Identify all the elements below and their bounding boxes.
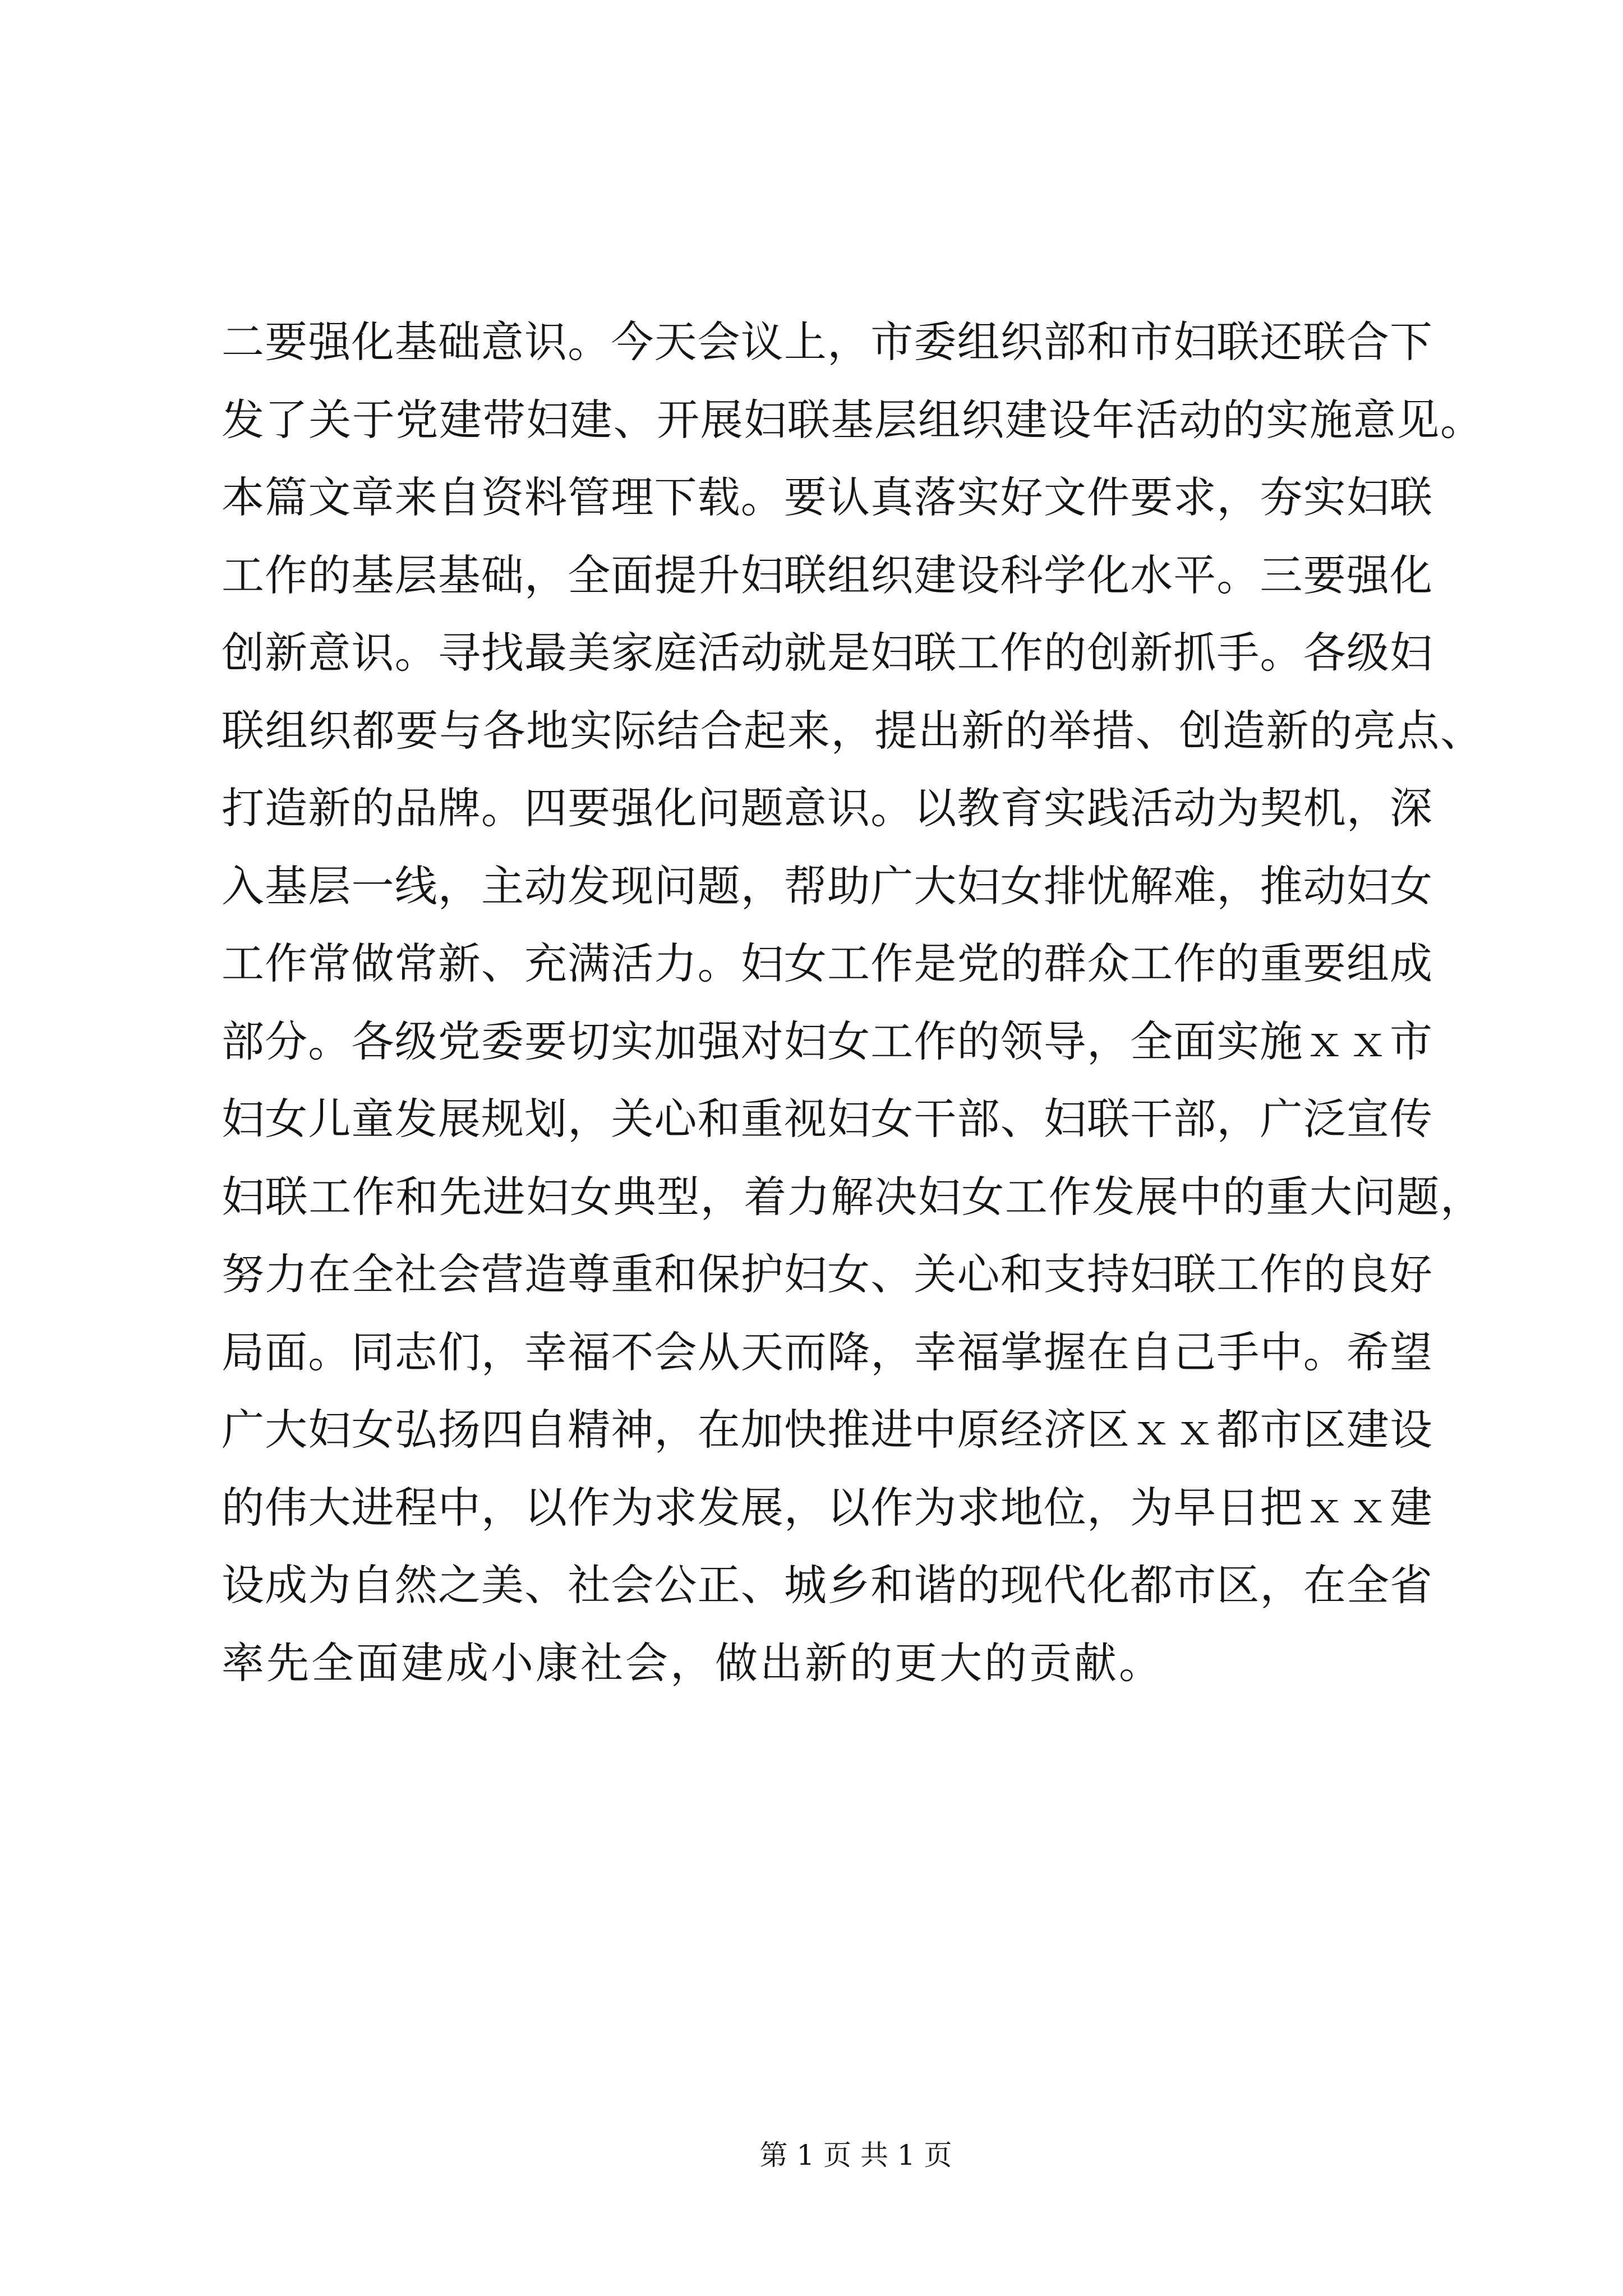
- body-text: [222, 303, 1489, 1702]
- body-line: 入基层一线，主动发现问题，帮助广大妇女排忧解难，推动妇女: [222, 861, 1433, 911]
- body-line: 发了关于党建带妇建、开展妇联基层组织建设年活动的实施意见。: [222, 394, 1483, 445]
- body-line: 工作常做常新、充满活力。妇女工作是党的群众工作的重要组成: [222, 938, 1433, 988]
- page-footer: 第 1 页 共 1 页: [759, 2139, 952, 2171]
- body-line: 率先全面建成小康社会，做出新的更大的贡献。: [222, 1637, 1164, 1688]
- body-line: 设成为自然之美、社会公正、城乡和谐的现代化都市区，在全省: [222, 1560, 1433, 1610]
- body-line: 部分。各级党委要切实加强对妇女工作的领导，全面实施ｘｘ市: [222, 1016, 1433, 1066]
- body-line: 局面。同志们，幸福不会从天而降，幸福掌握在自己手中。希望: [222, 1327, 1433, 1377]
- body-line: 打造新的品牌。四要强化问题意识。以教育实践活动为契机，深: [222, 783, 1433, 833]
- body-line: 二要强化基础意识。今天会议上，市委组织部和市妇联还联合下: [222, 317, 1433, 367]
- body-line: 工作的基层基础，全面提升妇联组织建设科学化水平。三要强化: [222, 550, 1433, 600]
- body-line: 努力在全社会营造尊重和保护妇女、关心和支持妇联工作的良好: [222, 1249, 1433, 1299]
- body-line: 本篇文章来自资料管理下载。要认真落实好文件要求，夯实妇联: [222, 472, 1433, 522]
- body-line: 的伟大进程中，以作为求发展，以作为求地位，为早日把ｘｘ建: [222, 1482, 1433, 1533]
- body-line: 联组织都要与各地实际结合起来，提出新的举措、创造新的亮点、: [222, 705, 1483, 756]
- body-line: 妇女儿童发展规划，关心和重视妇女干部、妇联干部，广泛宣传: [222, 1094, 1433, 1144]
- body-line: 妇联工作和先进妇女典型，着力解决妇女工作发展中的重大问题，: [222, 1171, 1483, 1222]
- body-line: 创新意识。寻找最美家庭活动就是妇联工作的创新抓手。各级妇: [222, 628, 1433, 678]
- body-line: 广大妇女弘扬四自精神，在加快推进中原经济区ｘｘ都市区建设: [222, 1405, 1433, 1455]
